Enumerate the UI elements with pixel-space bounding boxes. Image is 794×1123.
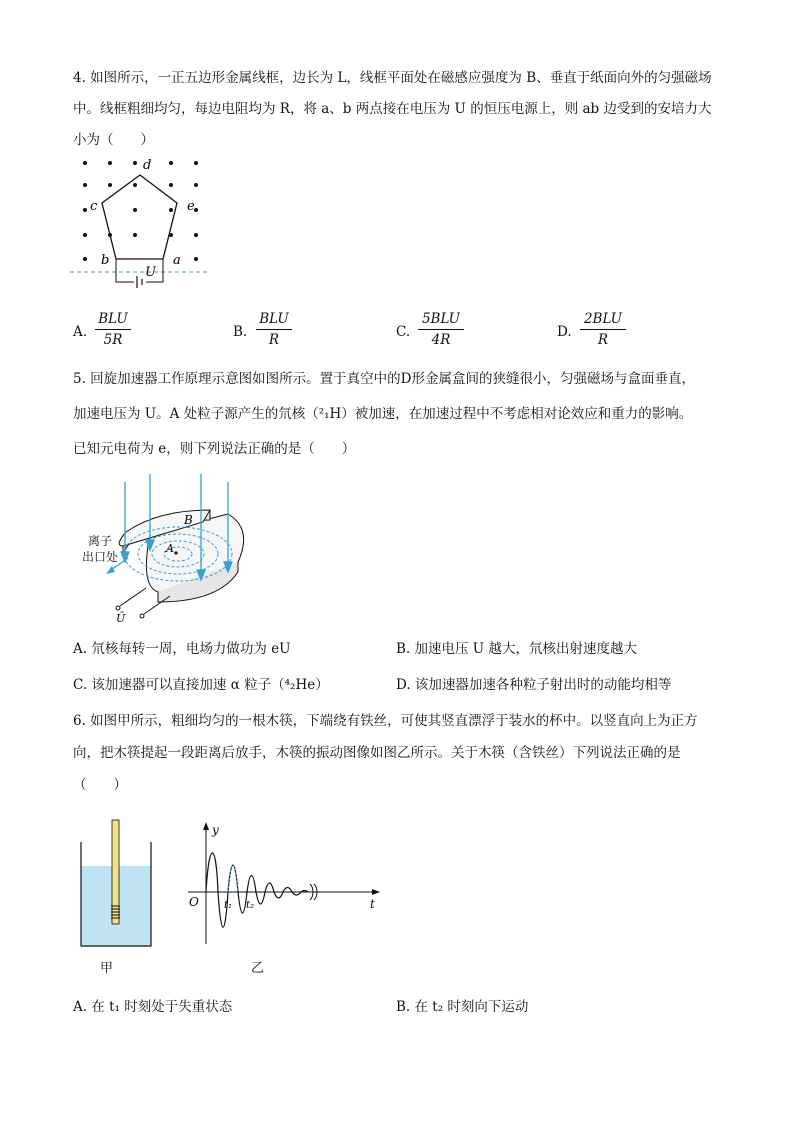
q4-option-c: C. [396,324,411,340]
label-t2: t₂ [246,900,255,911]
q4-option-d: D. [557,324,572,340]
label-U-tilde: Ũ [116,612,126,624]
label-a: a [173,253,181,268]
label-b: b [101,253,110,268]
damped-oscillation-curve [206,853,308,927]
q4-stem: 4. 如图所示，一正五边形金属线框，边长为 L，线框平面处在磁感应强度为 B、垂直于纸面向外的匀强磁场中。线框粗细均匀，每边电阻均为 R，将 a、b 两点接在电压为 U 的恒压电源上，则 ab 边受到的安培力大小为（ ） [73,70,712,148]
q6-stem-line3: （ ） [73,777,127,793]
q5-stem-line3: 已知元电荷为 e，则下列说法正确的是（ ） [73,441,356,457]
label-O: O [189,895,199,909]
q6-option-a: A. 在 t₁ 时刻处于失重状态 [73,999,233,1015]
label-t1: t₁ [224,900,233,911]
exit-label-line2: 出口处 [82,550,119,564]
label-B: B [184,513,193,527]
pentagon-frame [102,175,177,259]
q5-option-d: D. 该加速器加速各种粒子射出时的动能均相等 [396,677,672,693]
q6-stem-line1: 6. 如图甲所示，粗细均匀的一根木筷，下端绕有铁丝，可使其竖直漂浮于装水的杯中。以竖直向上为正方 [73,713,698,729]
label-e: e [187,199,195,214]
chopstick [112,820,119,924]
q4-option-a: A. [73,324,88,340]
q4-pentagon-figure [70,155,220,290]
q4-option-a-fraction: BLU 5R [95,311,131,348]
q4-option-b: B. [233,324,248,340]
q6-cup-figure [78,818,154,948]
q6-stem-line2: 向，把木筷提起一段距离后放手，木筷的振动图像如图乙所示。关于木筷（含铁丝）下列说法正确的是 [73,745,681,761]
label-y: y [212,823,219,837]
q6-option-b: B. 在 t₂ 时刻向下运动 [396,999,529,1015]
label-t: t [370,897,375,911]
label-c: c [90,199,98,214]
q6-oscillation-graph [184,820,384,950]
power-circuit [116,259,134,282]
label-jia: 甲 [100,961,114,976]
q4-option-b-fraction: BLU R [256,311,292,348]
label-yi: 乙 [251,961,265,976]
label-A: A [166,542,174,555]
label-U: U [145,265,156,280]
q4-option-c-fraction: 5BLU 4R [418,311,464,348]
exit-label-line1: 离子 [88,534,113,548]
q5-option-a: A. 氘核每转一周，电场力做功为 eU [73,641,291,657]
q5-option-c: C. 该加速器可以直接加速 α 粒子（⁴₂He） [73,677,329,693]
q5-option-b: B. 加速电压 U 越大，氘核出射速度越大 [396,641,637,657]
q5-stem-line2: 加速电压为 U。A 处粒子源产生的氘核（²₁H）被加速，在加速过程中不考虑相对论效应和重力的影响。 [73,406,693,422]
label-d: d [143,158,152,173]
q5-stem-line1: 5. 回旋加速器工作原理示意图如图所示。置于真空中的D形金属盒间的狭缝很小，匀强磁场与盒面垂直， [73,371,695,387]
q4-option-d-fraction: 2BLU R [580,311,626,348]
